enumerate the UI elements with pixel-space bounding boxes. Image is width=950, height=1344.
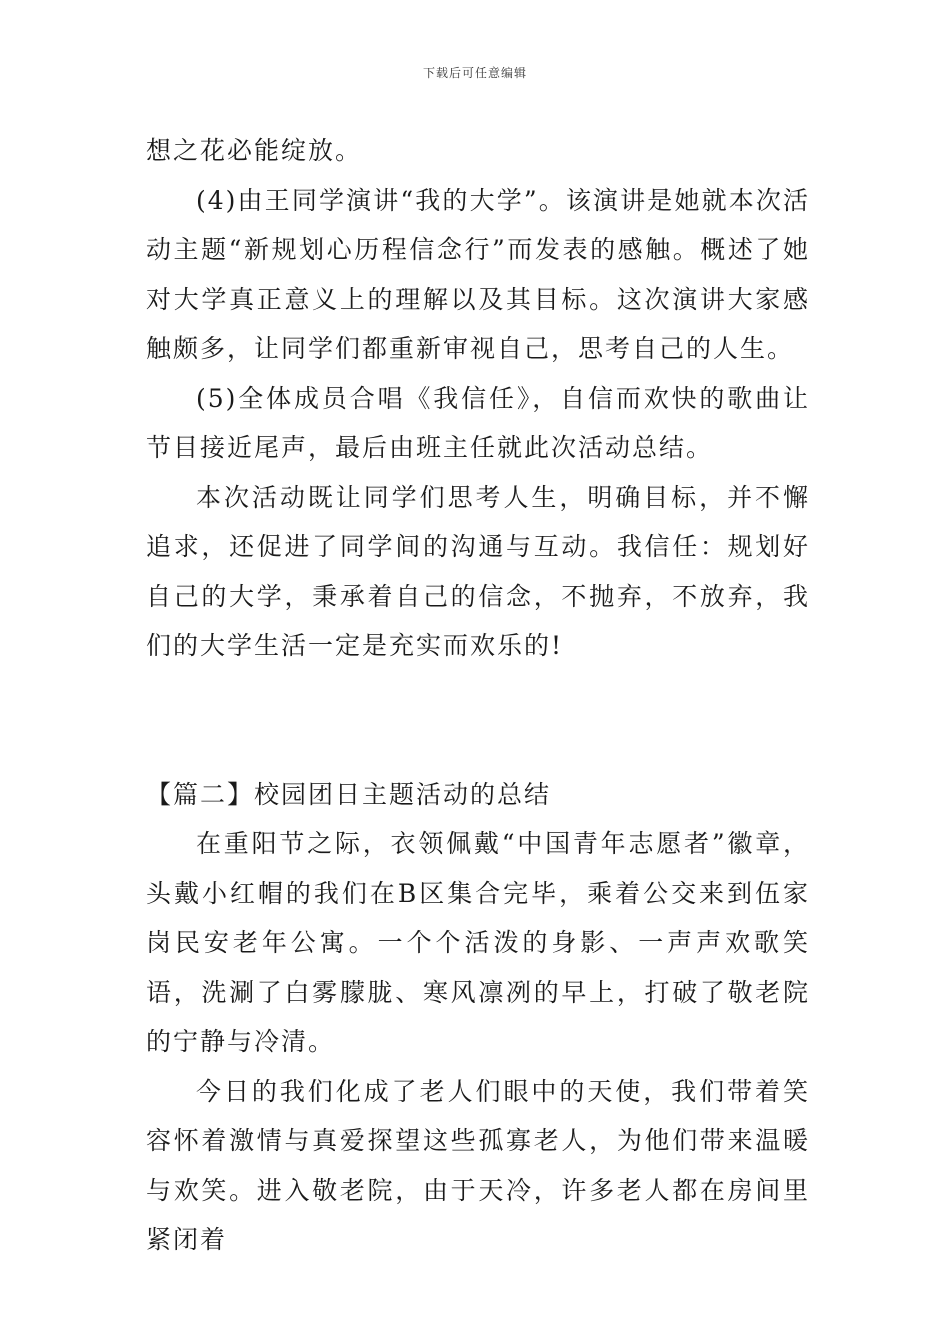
paragraph-continuation: 想之花必能绽放。 — [146, 136, 363, 165]
paragraph-visit-intro: 在重阳节之际，衣领佩戴“中国青年志愿者”徽章，头戴小红帽的我们在B区集合完毕，乘着公交来到伍家岗民安老年公寓。一个个活泼的身影、一声声欢歌笑语，洗涮了白雾朦胧、寒风凛冽的早上，打破了敬老院的宁静与冷清。 — [146, 829, 810, 1056]
section-heading: 【篇二】校园团日主题活动的总结 — [146, 779, 552, 809]
document-body — [146, 126, 810, 1265]
paragraph-visit-detail: 今日的我们化成了老人们眼中的天使，我们带着笑容怀着激情与真爱探望这些孤寡老人，为他们带来温暖与欢笑。进入敬老院，由于天冷，许多老人都在房间里紧闭着 — [146, 1076, 810, 1254]
page-header-note: 下载后可任意编辑 — [422, 66, 527, 80]
section-spacer — [146, 671, 810, 770]
paragraph-chorus: (5)全体成员合唱《我信任》，自信而欢快的歌曲让节目接近尾声，最后由班主任就此次活动总结。 — [146, 383, 810, 462]
paragraph-summary: 本次活动既让同学们思考人生，明确目标，并不懈追求，还促进了同学间的沟通与互动。我信任：规划好自己的大学，秉承着自己的信念，不抛弃，不放弃，我们的大学生活一定是充实而欢乐的! — [146, 482, 810, 660]
paragraph-speech: (4)由王同学演讲“我的大学”。该演讲是她就本次活动主题“新规划心历程信念行”而发表的感触。概述了她对大学真正意义上的理解以及其目标。这次演讲大家感触颇多，让同学们都重新审视自己，思考自己的人生。 — [146, 185, 810, 363]
